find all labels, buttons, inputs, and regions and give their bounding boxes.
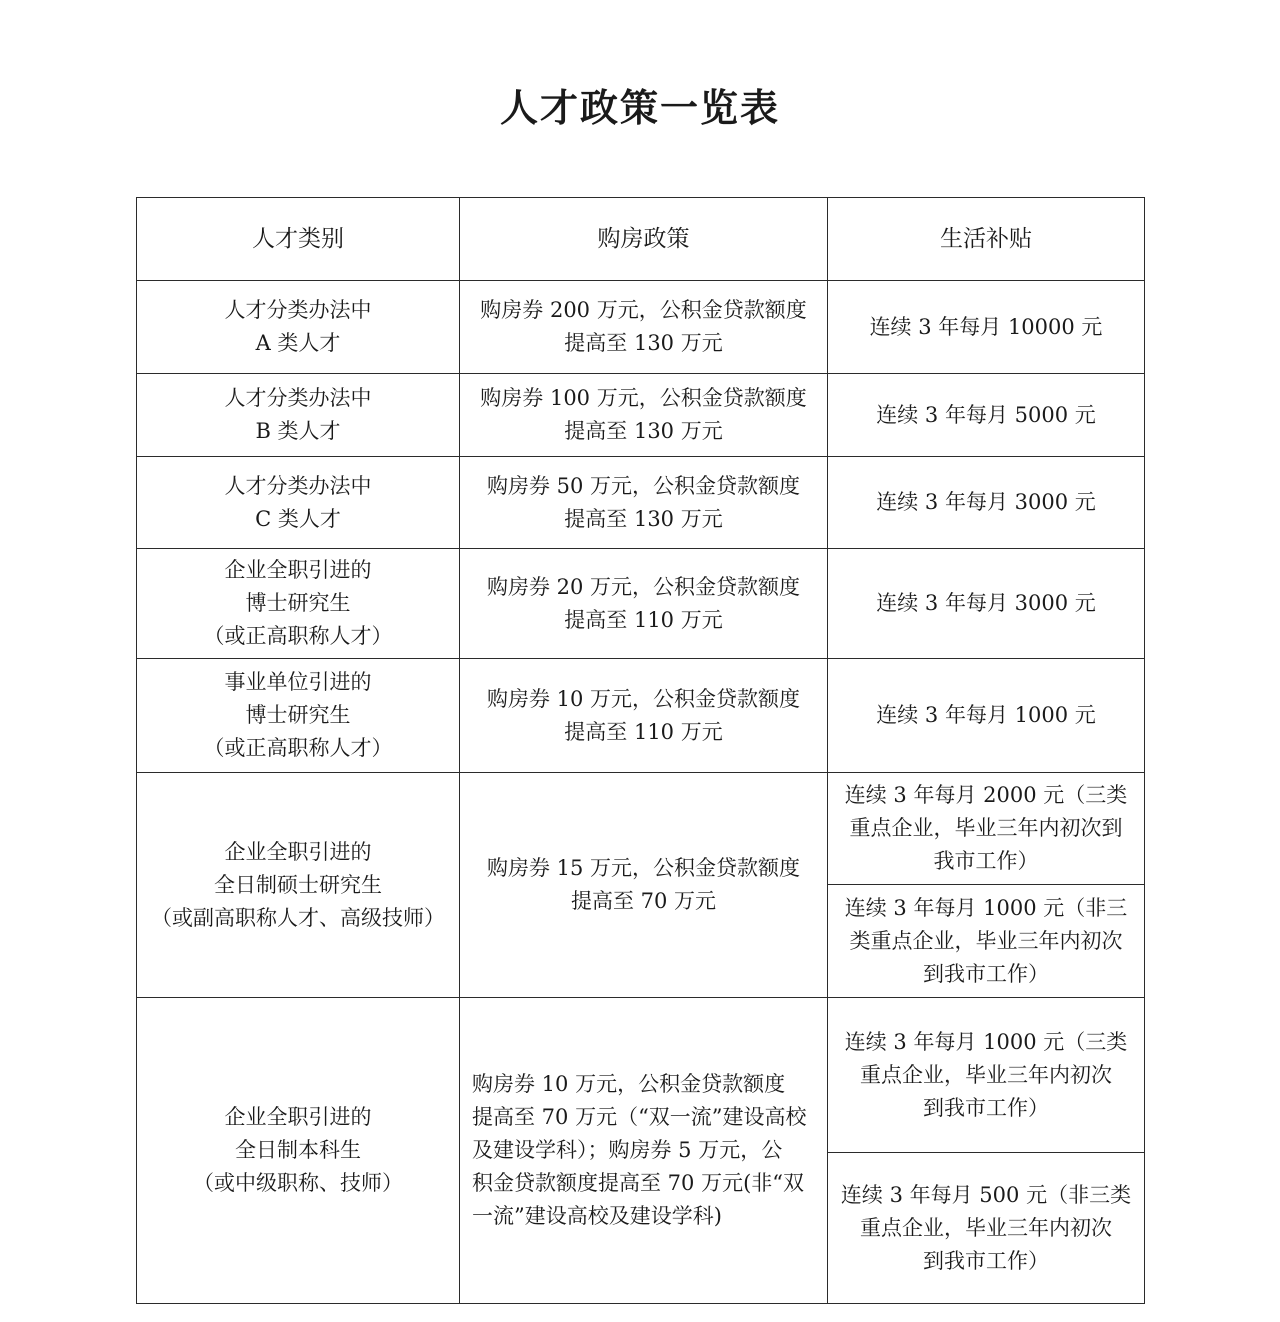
table-row [137, 281, 1145, 374]
talent-category-cell: 人才分类办法中 B 类人才 [137, 374, 460, 457]
living-subsidy-cell: 连续 3 年每月 5000 元 [828, 374, 1145, 457]
table-row [137, 374, 1145, 457]
housing-policy-cell: 购房券 10 万元，公积金贷款额度 提高至 110 万元 [460, 659, 828, 773]
living-subsidy-cell: 连续 3 年每月 3000 元 [828, 549, 1145, 659]
table-row [137, 457, 1145, 549]
housing-policy-cell: 购房券 10 万元，公积金贷款额度 提高至 70 万元（“双一流”建设高校 及建设学科）；购房券 5 万元，公 积金贷款额度提高至 70 万元(非“双 一流”建设高校及建设学科) [460, 998, 828, 1304]
housing-policy-cell: 购房券 200 万元，公积金贷款额度 提高至 130 万元 [460, 281, 828, 374]
page-title: 人才政策一览表 [499, 85, 780, 130]
housing-policy-cell: 购房券 50 万元，公积金贷款额度 提高至 130 万元 [460, 457, 828, 549]
table-header-row [137, 198, 1145, 281]
talent-category-cell: 企业全职引进的 博士研究生 （或正高职称人才） [137, 549, 460, 659]
living-subsidy-cell: 连续 3 年每月 1000 元（非三 类重点企业，毕业三年内初次 到我市工作） [828, 885, 1145, 998]
table-row [137, 659, 1145, 773]
talent-category-cell: 企业全职引进的 全日制本科生 （或中级职称、技师） [137, 998, 460, 1304]
header-living-subsidy: 生活补贴 [828, 198, 1145, 281]
talent-category-cell: 企业全职引进的 全日制硕士研究生 （或副高职称人才、高级技师） [137, 773, 460, 998]
living-subsidy-cell: 连续 3 年每月 2000 元（三类 重点企业，毕业三年内初次到 我市工作） [828, 773, 1145, 885]
housing-policy-cell: 购房券 20 万元，公积金贷款额度 提高至 110 万元 [460, 549, 828, 659]
talent-policy-table [136, 197, 1145, 1304]
table-row [137, 549, 1145, 659]
header-housing-policy: 购房政策 [460, 198, 828, 281]
talent-category-cell: 人才分类办法中 C 类人才 [137, 457, 460, 549]
living-subsidy-cell: 连续 3 年每月 3000 元 [828, 457, 1145, 549]
talent-category-cell: 事业单位引进的 博士研究生 （或正高职称人才） [137, 659, 460, 773]
talent-category-cell: 人才分类办法中 A 类人才 [137, 281, 460, 374]
living-subsidy-cell: 连续 3 年每月 500 元（非三类 重点企业，毕业三年内初次 到我市工作） [828, 1153, 1145, 1304]
table-row [137, 998, 1145, 1153]
living-subsidy-cell: 连续 3 年每月 1000 元（三类 重点企业，毕业三年内初次 到我市工作） [828, 998, 1145, 1153]
housing-policy-cell: 购房券 15 万元，公积金贷款额度 提高至 70 万元 [460, 773, 828, 998]
living-subsidy-cell: 连续 3 年每月 10000 元 [828, 281, 1145, 374]
header-talent-category: 人才类别 [137, 198, 460, 281]
living-subsidy-cell: 连续 3 年每月 1000 元 [828, 659, 1145, 773]
housing-policy-cell: 购房券 100 万元，公积金贷款额度 提高至 130 万元 [460, 374, 828, 457]
table-row [137, 773, 1145, 885]
